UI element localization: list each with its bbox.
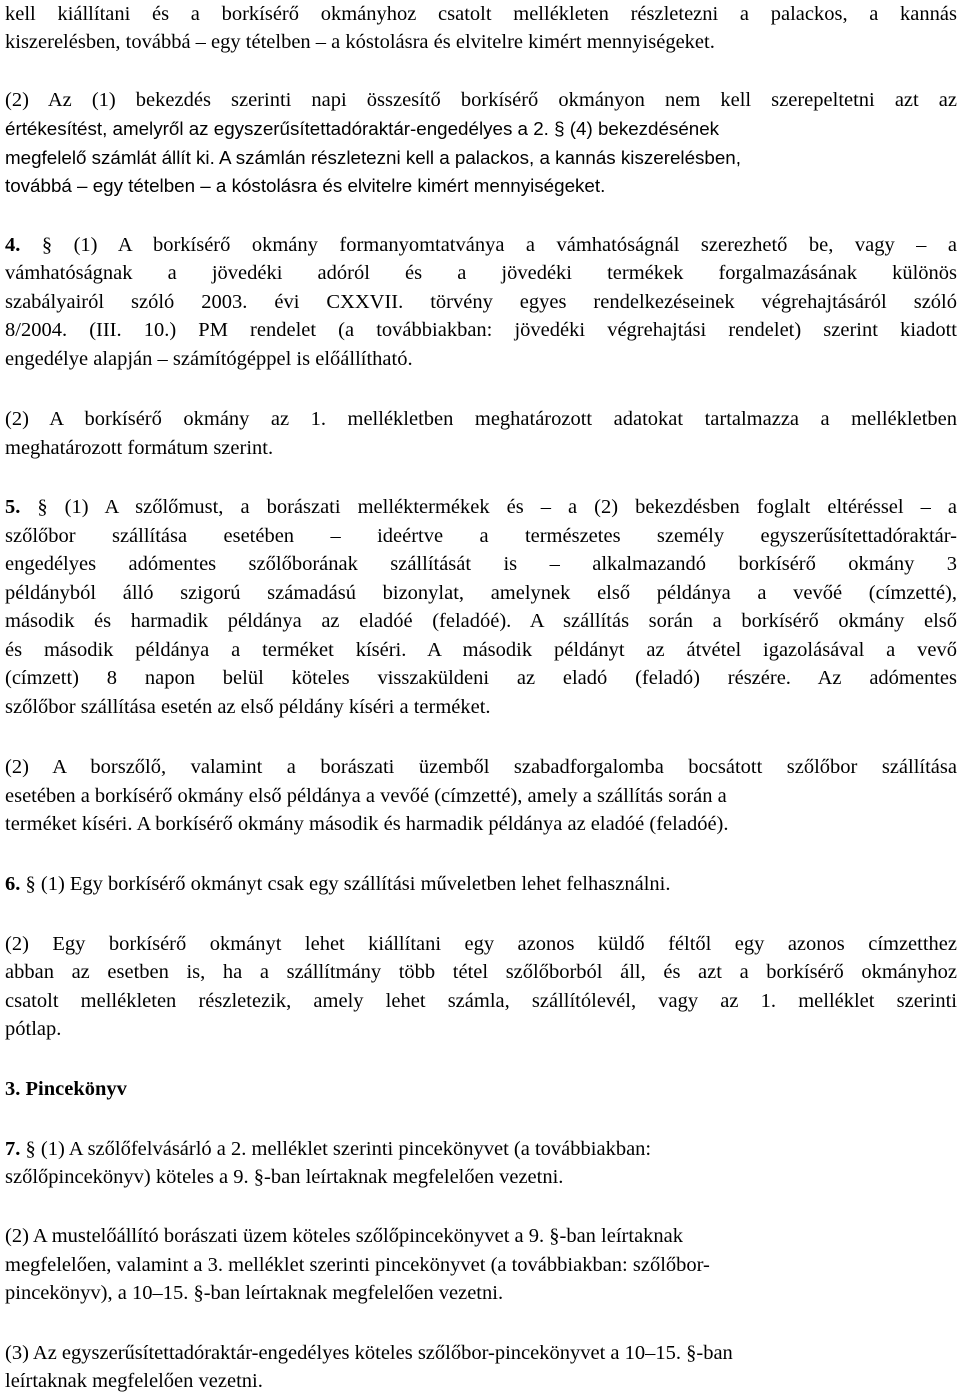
line-text: meghatározott formátum szerint. (5, 437, 274, 459)
text-line (5, 810, 729, 839)
text-line (5, 1339, 733, 1368)
line-text: engedélyes adómentes szőlőborának szállítását is – alkalmazandó borkísérő okmány 3 (5, 553, 957, 575)
line-text: § (1) A szőlőfelvásárló a 2. melléklet szerinti pincekönyvet (a továbbiakban: (20, 1138, 652, 1160)
line-text: szőlőbor szállítása esetén az első példány kíséri a terméket. (5, 696, 491, 718)
text-line (5, 1251, 710, 1280)
text-line (5, 231, 957, 260)
line-text: (2) A mustelőállító borászati üzem köteles szőlőpincekönyvet a 9. §-ban leírtaknak (5, 1225, 684, 1247)
text-line (5, 870, 670, 899)
line-text: megfelelő számlát állít ki. A számlán részletezni kell a palackos, a kannás kiszerelésben, (5, 147, 741, 168)
line-text: 8/2004. (III. 10.) PM rendelet (a továbbiakban: jövedéki végrehajtási rendelet) szerint kiadott (5, 319, 957, 341)
line-text: szőlőbor szállítása esetében – ideértve a természetes személy egyszerűsítettadóraktár- (5, 525, 957, 547)
text-line (5, 958, 957, 987)
text-line (5, 114, 719, 143)
line-text: szőlőpincekönyv) köteles a 9. §-ban leírtaknak megfelelően vezetni. (5, 1166, 564, 1188)
line-text: abban az esetben is, ha a szállítmány több tétel szőlőborból áll, és azt a borkísérő okmányhoz (5, 961, 957, 983)
line-text: leírtaknak megfelelően vezetni. (5, 1370, 263, 1392)
line-text: értékesítést, amelyről az egyszerűsítettadóraktár-engedélyes a 2. § (4) bekezdésének (5, 118, 720, 139)
section-number: 6. (5, 873, 21, 895)
line-text: példányból álló szigorú számadású bizonylat, amelynek első példánya a vevőé (címzetté), (5, 582, 957, 604)
text-line (5, 1367, 263, 1396)
text-line (5, 405, 957, 434)
section-number: 5. (5, 496, 21, 518)
line-text: kiszerelésben, továbbá – egy tételben – a kóstolásra és elvitelre kimért mennyiségeket. (5, 31, 715, 53)
line-text: vámhatóságnak a jövedéki adóról és a jövedéki termékek forgalmazásának különös (5, 262, 957, 284)
text-line (5, 28, 715, 57)
line-text: (2) Egy borkísérő okmányt lehet kiállítani egy azonos küldő féltől egy azonos címzetthez (5, 933, 957, 955)
text-line (5, 86, 957, 115)
text-line (5, 143, 741, 172)
text-line (5, 753, 957, 782)
line-text: pótlap. (5, 1018, 62, 1040)
text-line (5, 1135, 651, 1164)
line-text: szabályairól szóló 2003. évi CXXVII. törvény egyes rendelkezéseinek végrehajtásáról szóló (5, 291, 957, 313)
line-text: terméket kíséri. A borkísérő okmány második és harmadik példánya az eladóé (feladóé). (5, 813, 729, 835)
line-text: második és harmadik példánya az eladóé (feladóé). A szállítás során a borkísérő okmány első (5, 610, 957, 632)
line-text: és második példánya a terméket kíséri. A második példányt az átvétel igazolásával a vevő (5, 639, 957, 661)
text-line (5, 693, 491, 722)
text-line (5, 1279, 503, 1308)
text-line (5, 493, 957, 522)
line-text: kell kiállítani és a borkísérő okmányhoz csatolt mellékleten részletezni a palackos, a kannás (5, 3, 957, 25)
line-text: engedélye alapján – számítógéppel is előállítható. (5, 348, 413, 370)
line-text: továbbá – egy tételben – a kóstolásra és elvitelre kimért mennyiségeket. (5, 175, 606, 196)
line-text: § (1) A borkísérő okmány formanyomtatványa a vámhatóságnál szerezhető be, vagy – a (20, 234, 957, 256)
text-line (5, 522, 957, 551)
text-line (5, 1015, 61, 1044)
text-line (5, 171, 605, 200)
line-text: (2) A borkísérő okmány az 1. mellékletben meghatározott adatokat tartalmazza a mellékletben (5, 408, 957, 430)
text-line (5, 636, 957, 665)
line-text: § (1) Egy borkísérő okmányt csak egy szállítási műveletben lehet felhasználni. (20, 873, 671, 895)
section-number: 7. (5, 1138, 21, 1160)
text-line (5, 930, 957, 959)
text-line (5, 1222, 683, 1251)
text-line (5, 316, 957, 345)
line-text: megfelelően, valamint a 3. melléklet szerinti pincekönyvet (a továbbiakban: szőlőbor- (5, 1254, 710, 1276)
section-number: 4. (5, 234, 21, 256)
text-line (5, 345, 413, 374)
line-text: (címzett) 8 napon belül köteles visszaküldeni az eladó (feladó) részére. Az adómentes (5, 667, 957, 689)
line-text: csatolt mellékleten részletezik, amely lehet számla, szállítólevél, vagy az 1. melléklet szerinti (5, 990, 957, 1012)
text-line (5, 607, 957, 636)
text-line (5, 664, 957, 693)
text-line (5, 0, 957, 29)
text-line (5, 434, 273, 463)
text-line (5, 288, 957, 317)
line-text: (2) Az (1) bekezdés szerinti napi összesítő borkísérő okmányon nem kell szerepeltetni azt az (5, 89, 957, 111)
section-number: 3. Pincekönyv (5, 1078, 127, 1100)
text-line (5, 987, 957, 1016)
text-line (5, 259, 957, 288)
text-line (5, 782, 727, 811)
line-text: (2) A borszőlő, valamint a borászati üzemből szabadforgalomba bocsátott szőlőbor szállítása (5, 756, 957, 778)
line-text: esetében a borkísérő okmány első példánya a vevőé (címzetté), amely a szállítás során a (5, 785, 727, 807)
line-text: § (1) A szőlőmust, a borászati melléktermékek és – a (2) bekezdésben foglalt eltéréssel – a (20, 496, 957, 518)
line-text: (3) Az egyszerűsítettadóraktár-engedélyes köteles szőlőbor-pincekönyvet a 10–15. §-ban (5, 1342, 733, 1364)
line-text: pincekönyv), a 10–15. §-ban leírtaknak megfelelően vezetni. (5, 1282, 504, 1304)
text-line (5, 579, 957, 608)
text-line (5, 1163, 563, 1192)
text-line (5, 550, 957, 579)
text-line (5, 1075, 127, 1104)
